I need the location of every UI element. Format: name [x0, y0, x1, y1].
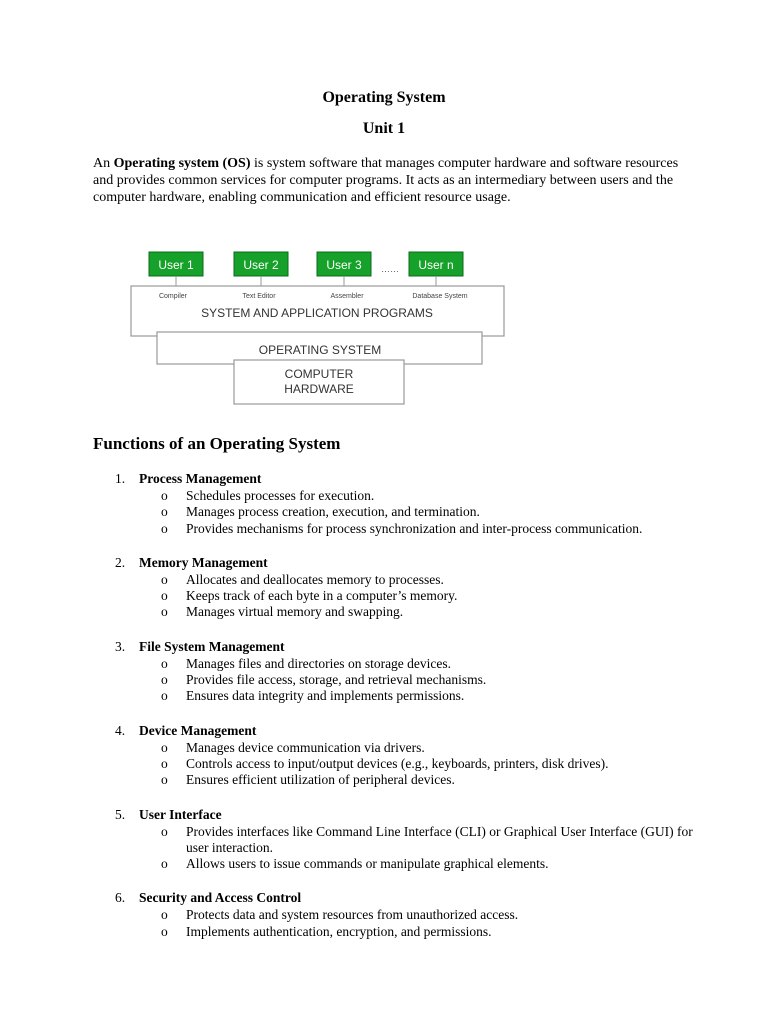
function-title: Security and Access Control: [139, 890, 302, 906]
bullet-text: Manages files and directories on storage devices.: [186, 655, 452, 671]
function-number: 1.: [115, 471, 126, 486]
intro-term: Operating system (OS): [113, 156, 251, 171]
bullet-text: Provides mechanisms for process synchronization and inter-process communication.: [186, 520, 643, 536]
bullet-marker: o: [161, 772, 168, 788]
function-number: 3.: [115, 638, 126, 654]
bullet-marker: o: [161, 923, 168, 939]
bullet-text: Allocates and deallocates memory to processes.: [186, 571, 444, 587]
unit-title: Unit 1: [362, 120, 406, 137]
function-item: [93, 470, 693, 537]
program-compiler: Compiler: [158, 293, 188, 300]
bullet-marker: o: [161, 504, 168, 520]
bullet-item: [93, 772, 693, 788]
intro-text: is system software that manages computer hardware and software resources and provides common services for computer programs. It acts as an intermediary between users and the computer hardware, enabling communication and efficient resource usage.: [93, 156, 679, 205]
user-label-3: User 3: [326, 258, 362, 272]
function-bullets: [93, 656, 693, 705]
function-heading: [93, 638, 693, 656]
os-layer-diagram: [122, 248, 512, 408]
bullet-item: [93, 856, 693, 872]
bullet-text: Allows users to issue commands or manipulate graphical elements.: [186, 856, 549, 872]
function-item: [93, 554, 693, 621]
bullet-text: Keeps track of each byte in a computer’s memory.: [186, 588, 458, 604]
operating-system-label: OPERATING SYSTEM: [258, 343, 382, 357]
bullet-text: Manages virtual memory and swapping.: [186, 604, 404, 620]
function-item: [93, 722, 693, 789]
function-item: [93, 806, 693, 873]
bullet-text: Manages process creation, execution, and termination.: [186, 504, 480, 520]
bullet-marker: o: [161, 655, 168, 671]
bullet-text: Manages device communication via drivers.: [186, 739, 425, 755]
users-ellipsis: ……: [381, 264, 399, 274]
bullet-text: Provides interfaces like Command Line Interface (CLI) or Graphical User Interface (GUI) for user interaction.: [186, 823, 693, 855]
function-heading: [93, 554, 693, 572]
bullet-text: Provides file access, storage, and retrieval mechanisms.: [186, 672, 487, 688]
function-title: Process Management: [139, 471, 262, 486]
bullet-text: Implements authentication, encryption, and permissions.: [186, 923, 492, 939]
bullet-marker: o: [161, 755, 168, 771]
intro-paragraph: [93, 155, 693, 206]
hardware-label-line2: HARDWARE: [284, 382, 354, 396]
bullet-marker: o: [161, 604, 168, 620]
bullet-item: [93, 488, 693, 504]
function-title: Memory Management: [139, 554, 268, 570]
functions-list: [93, 470, 693, 957]
program-assembler: Assembler: [330, 293, 364, 300]
bullet-item: [93, 688, 693, 704]
user-label-1: User 1: [158, 258, 194, 272]
bullet-item: [93, 740, 693, 756]
bullet-text: Schedules processes for execution.: [186, 488, 375, 503]
function-number: 2.: [115, 554, 126, 570]
function-item: [93, 889, 693, 940]
program-database-system: Database System: [412, 293, 468, 300]
function-heading: [93, 889, 693, 907]
bullet-item: [93, 656, 693, 672]
function-bullets: [93, 572, 693, 621]
bullet-item: [93, 604, 693, 620]
bullet-marker: o: [161, 907, 168, 923]
bullet-marker: o: [161, 488, 168, 503]
function-bullets: [93, 488, 693, 537]
function-title: File System Management: [139, 638, 285, 654]
bullet-item: [93, 672, 693, 688]
bullet-item: [93, 824, 693, 857]
bullet-text: Ensures data integrity and implements permissions.: [186, 688, 465, 704]
function-bullets: [93, 907, 693, 940]
functions-heading: Functions of an Operating System: [93, 434, 341, 453]
bullet-item: [93, 572, 693, 588]
function-heading: [93, 722, 693, 740]
bullet-text: Protects data and system resources from unauthorized access.: [186, 907, 519, 923]
system-programs-label: SYSTEM AND APPLICATION PROGRAMS: [201, 306, 433, 320]
user-label-2: User 2: [243, 258, 279, 272]
function-bullets: [93, 740, 693, 789]
bullet-marker: o: [161, 739, 168, 755]
function-heading: [93, 806, 693, 824]
bullet-item: [93, 756, 693, 772]
bullet-marker: o: [161, 571, 168, 587]
user-label-n: User n: [418, 258, 454, 272]
function-bullets: [93, 824, 693, 873]
function-number: 5.: [115, 806, 126, 822]
function-title: Device Management: [139, 722, 257, 738]
document-title: Operating System: [322, 89, 446, 106]
function-number: 4.: [115, 722, 126, 738]
bullet-marker: o: [161, 672, 168, 688]
bullet-item: [93, 521, 693, 537]
bullet-item: [93, 504, 693, 520]
bullet-item: [93, 588, 693, 604]
function-title: User Interface: [139, 806, 222, 822]
bullet-item: [93, 924, 693, 940]
intro-prefix: An: [93, 156, 114, 171]
bullet-text: Controls access to input/output devices (e.g., keyboards, printers, disk drives).: [186, 755, 609, 771]
bullet-marker: o: [161, 856, 168, 872]
bullet-item: [93, 907, 693, 923]
bullet-marker: o: [161, 688, 168, 704]
program-text-editor: Text Editor: [242, 293, 276, 300]
function-heading: [93, 470, 693, 488]
bullet-marker: o: [161, 823, 168, 839]
bullet-marker: o: [161, 588, 168, 604]
function-number: 6.: [115, 890, 126, 906]
bullet-marker: o: [161, 520, 168, 536]
bullet-text: Ensures efficient utilization of peripheral devices.: [186, 772, 455, 788]
hardware-label-line1: COMPUTER: [284, 367, 354, 381]
os-layer-diagram-svg: [122, 248, 512, 408]
function-item: [93, 638, 693, 705]
